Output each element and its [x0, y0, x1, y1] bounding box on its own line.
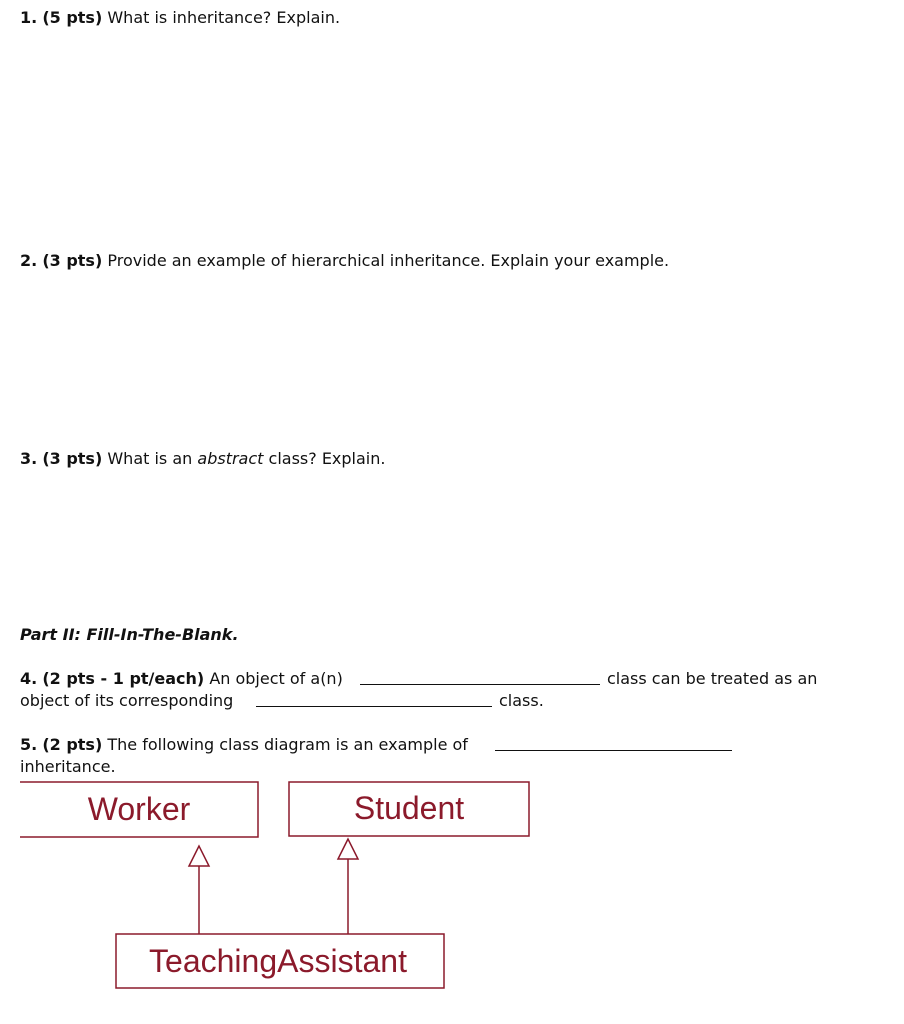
question-5-number: 5.: [20, 735, 38, 754]
question-2-points: (3 pts): [42, 251, 103, 270]
question-3: [20, 449, 385, 469]
question-4-text-4: class.: [499, 691, 544, 710]
question-1: [20, 8, 340, 28]
question-4-number: 4.: [20, 669, 38, 688]
question-5-text-1: The following class diagram is an example of: [107, 735, 468, 754]
question-3-number: 3.: [20, 449, 38, 468]
question-2-text: Provide an example of hierarchical inheritance. Explain your example.: [107, 251, 670, 270]
part-2-title: Part II: Fill-In-The-Blank.: [20, 625, 239, 644]
student-arrowhead-icon: [338, 839, 358, 859]
question-5-points: (2 pts): [42, 735, 103, 754]
question-4-text-1: An object of a(n): [209, 669, 343, 688]
question-5-line-1: [20, 735, 468, 755]
question-1-number: 1.: [20, 8, 38, 27]
question-4-text-3: object of its corresponding: [20, 691, 234, 710]
student-class-label: Student: [353, 790, 465, 826]
question-3-text-after: class? Explain.: [268, 449, 386, 468]
question-1-points: (5 pts): [42, 8, 103, 27]
question-2: [20, 251, 669, 271]
question-4-blank-2[interactable]: [256, 692, 492, 707]
teachingassistant-class-label: TeachingAssistant: [149, 943, 407, 979]
class-diagram: [0, 770, 904, 1024]
question-4-blank-1[interactable]: [360, 670, 600, 685]
worker-arrowhead-icon: [189, 846, 209, 866]
worker-class-label: Worker: [87, 791, 191, 827]
question-1-text: What is inheritance? Explain.: [107, 8, 341, 27]
question-3-points: (3 pts): [42, 449, 103, 468]
question-5-text-2: inheritance.: [20, 757, 116, 776]
question-3-text-italic: abstract: [197, 449, 264, 468]
question-4-line-1: [20, 669, 343, 689]
question-3-text-before: What is an: [107, 449, 193, 468]
question-2-number: 2.: [20, 251, 38, 270]
question-5-blank[interactable]: [495, 736, 732, 751]
question-4-text-2: class can be treated as an: [607, 669, 818, 688]
question-4-points: (2 pts - 1 pt/each): [42, 669, 205, 688]
question-4-line-2: [20, 691, 233, 711]
